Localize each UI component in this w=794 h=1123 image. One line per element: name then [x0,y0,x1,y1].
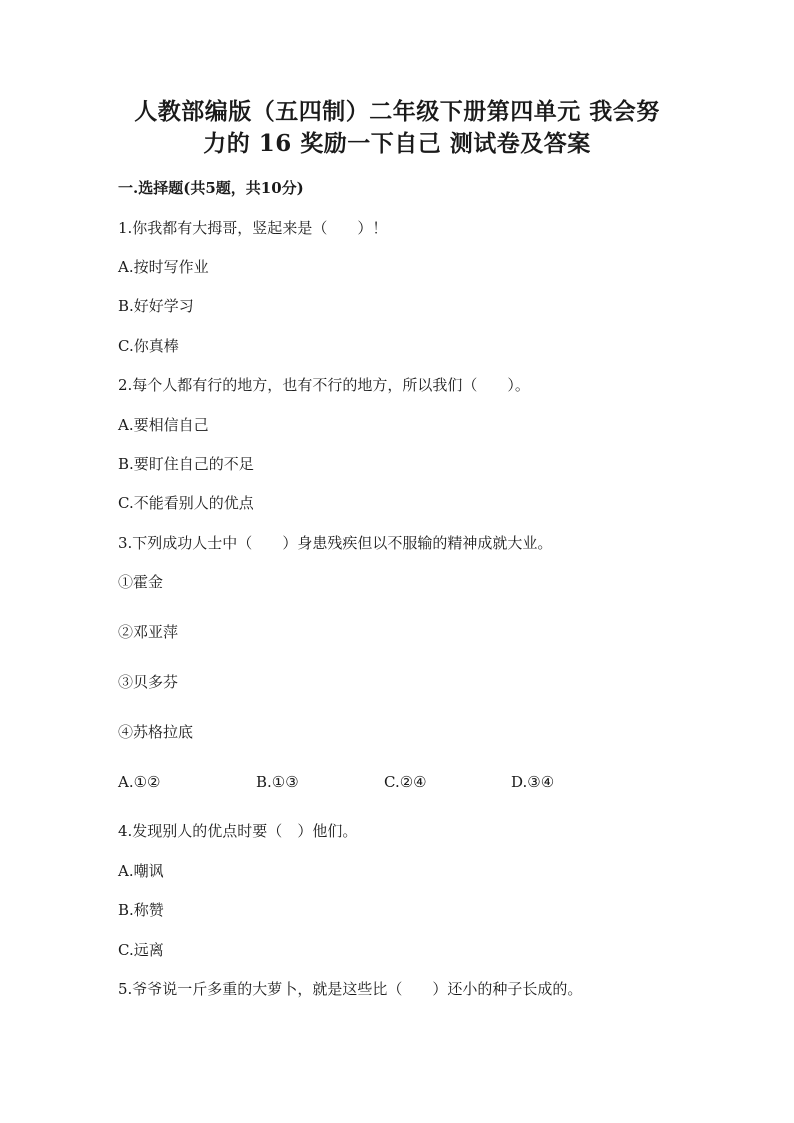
question-4-option-b: B.称赞 [118,901,164,919]
question-1-option-b: B.好好学习 [118,297,194,315]
question-2-stem: 2.每个人都有行的地方，也有不行的地方，所以我们（ ）。 [118,376,530,394]
question-3-item-1: ①霍金 [118,573,164,591]
document-title-line-2: 力的 16 奖励一下自己 测试卷及答案 [203,130,591,157]
section-heading: 一.选择题(共5题，共10分) [118,179,304,197]
question-4-stem: 4.发现别人的优点时要（ ）他们。 [118,822,358,840]
question-3-stem: 3.下列成功人士中（ ）身患残疾但以不服输的精神成就大业。 [118,534,553,552]
question-2-option-c: C.不能看别人的优点 [118,494,254,512]
question-5-stem: 5.爷爷说一斤多重的大萝卜，就是这些比（ ）还小的种子长成的。 [118,980,583,998]
question-1-option-c: C.你真棒 [118,337,179,355]
question-3-option-d: D.③④ [511,773,555,791]
question-2-option-a: A.要相信自己 [118,416,209,434]
question-1-stem: 1.你我都有大拇哥，竖起来是（ ）！ [118,219,388,237]
question-4-option-a: A.嘲讽 [118,862,164,880]
question-3-option-a: A.①② [118,773,161,791]
document-title-line-1: 人教部编版（五四制）二年级下册第四单元 我会努 [134,98,660,125]
question-1-option-a: A.按时写作业 [118,258,209,276]
question-3-item-2: ②邓亚萍 [118,623,179,641]
question-4-option-c: C.远离 [118,941,164,959]
question-2-option-b: B.要盯住自己的不足 [118,455,254,473]
question-3-option-c: C.②④ [384,773,427,791]
question-3-item-3: ③贝多芬 [118,673,179,691]
question-3-item-4: ④苏格拉底 [118,723,194,741]
question-3-option-b: B.①③ [256,773,299,791]
